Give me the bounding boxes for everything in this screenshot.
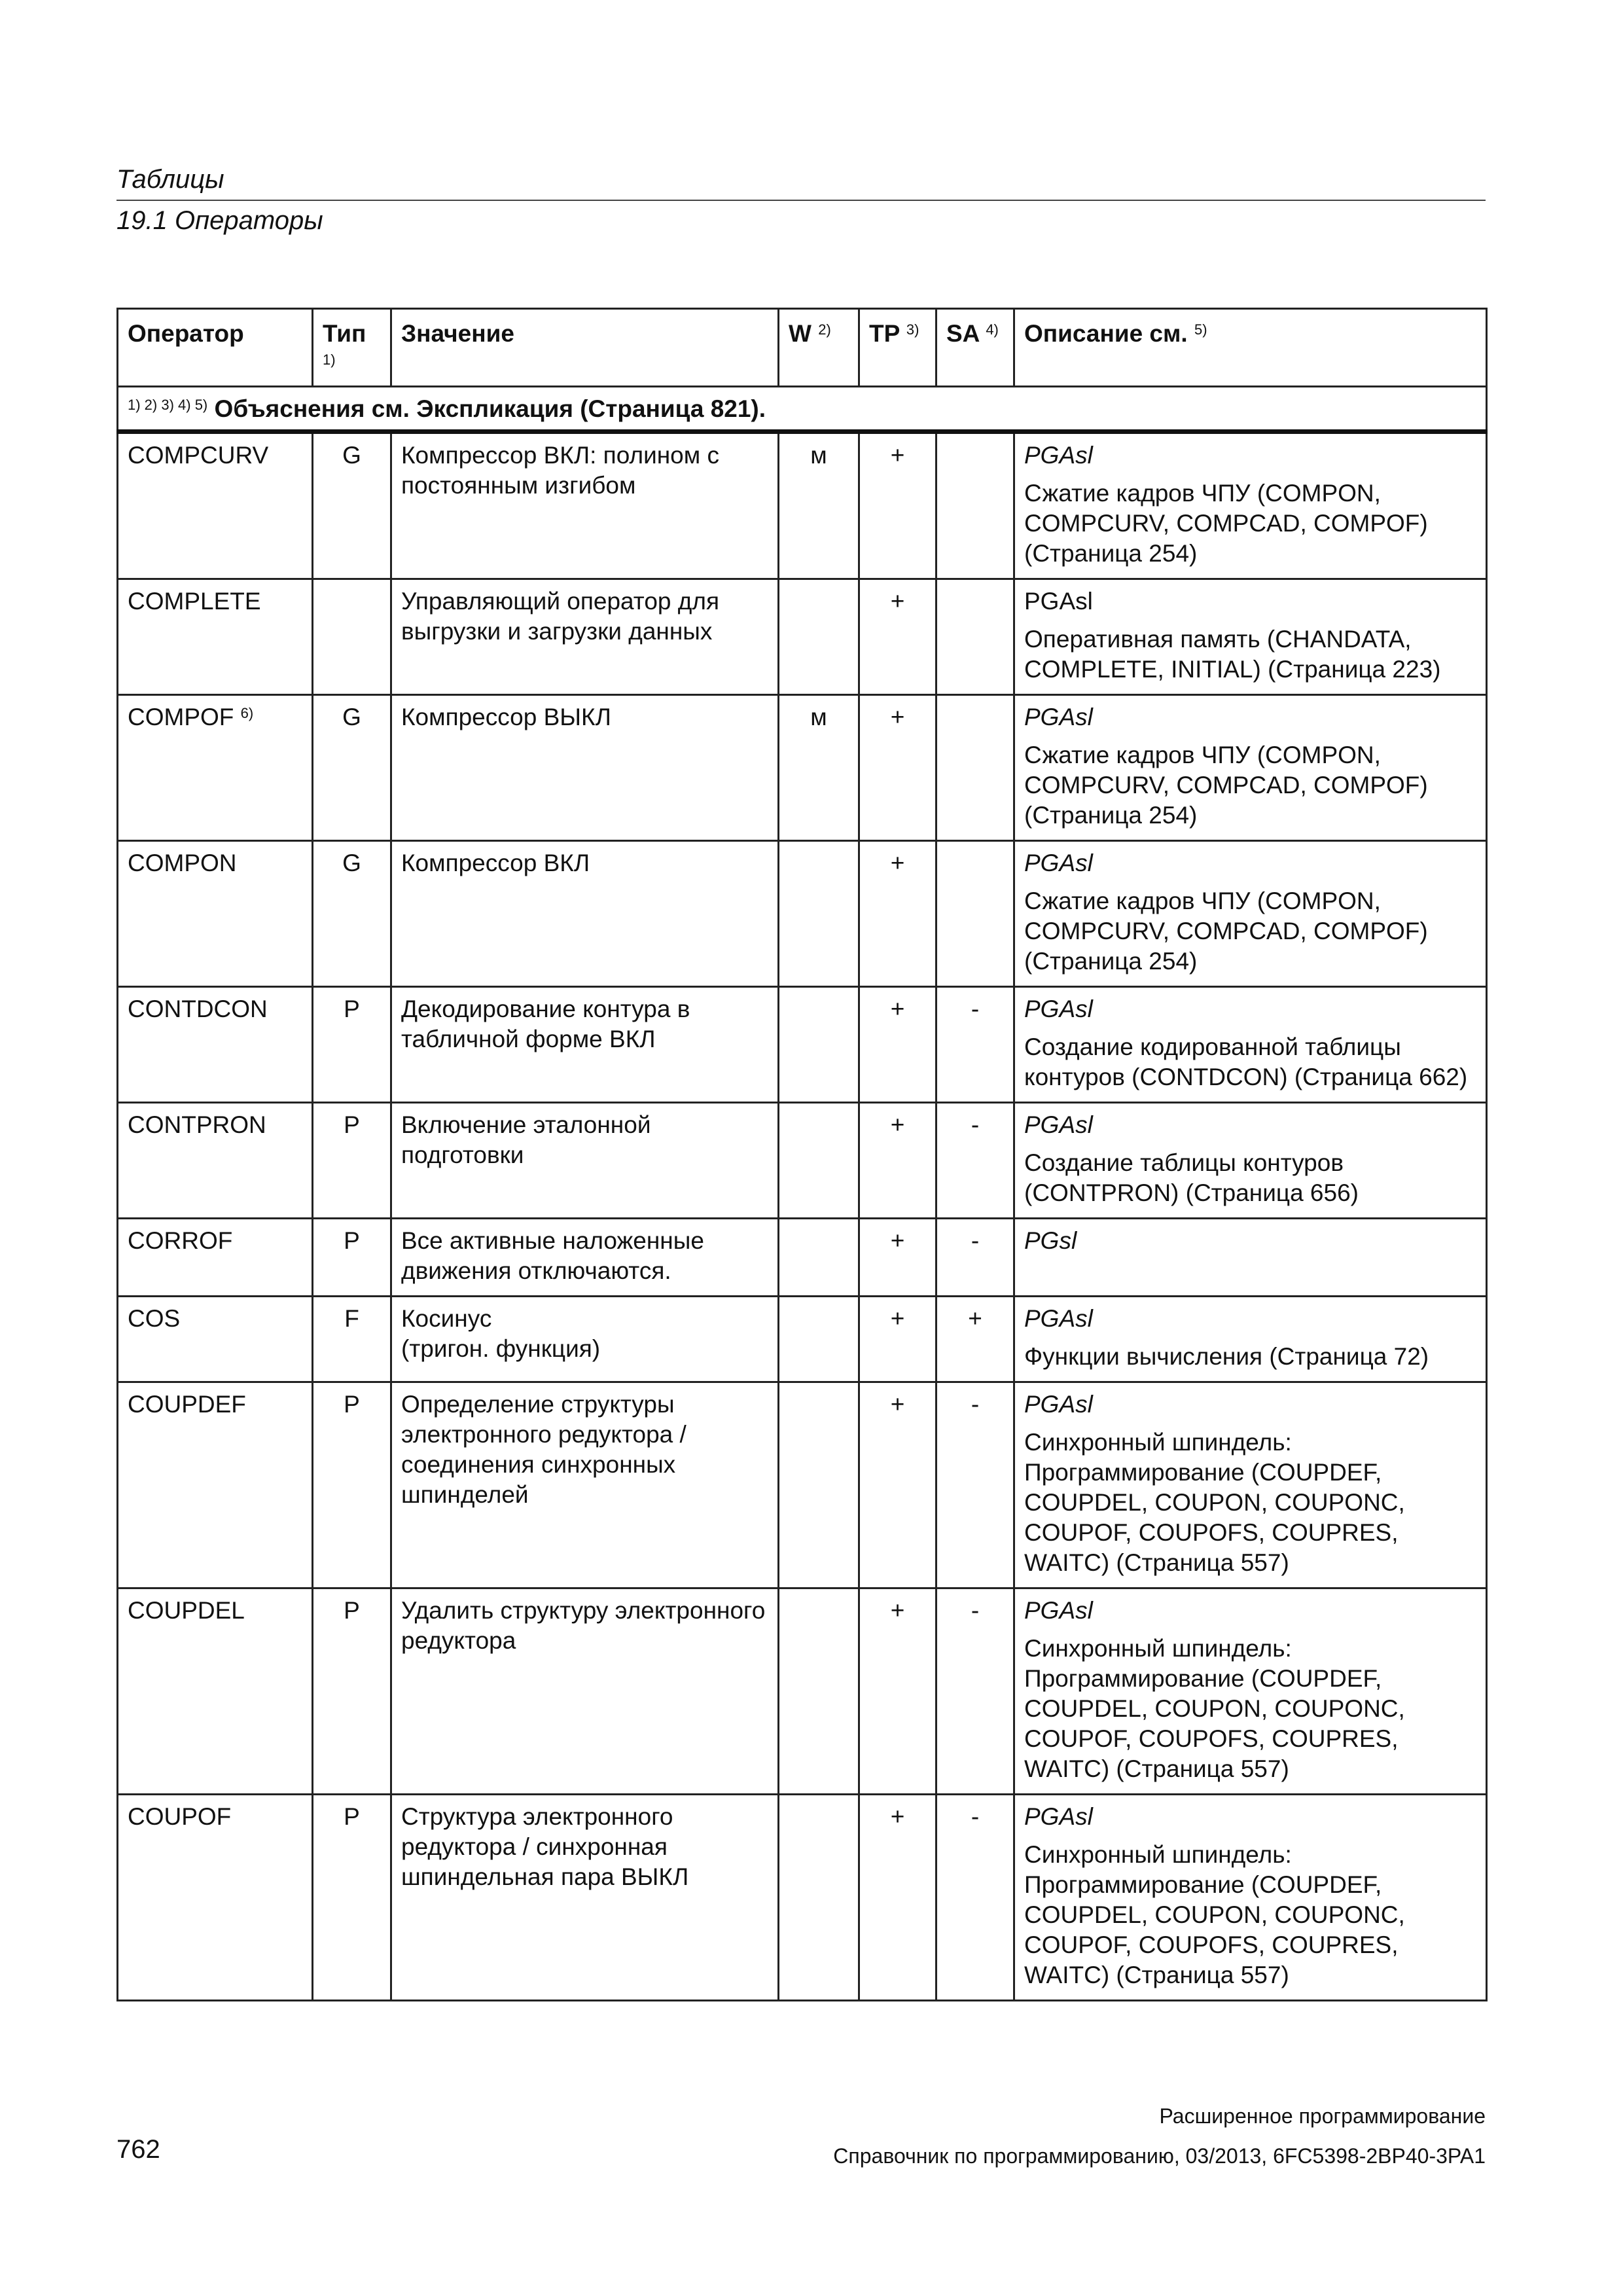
availability-code: PGAsl	[1024, 442, 1093, 469]
w-cell	[779, 1382, 859, 1588]
w-cell	[779, 1795, 859, 2001]
w-cell	[779, 987, 859, 1103]
meaning-cell: Определение структуры электронного редуктора / соединения синхронных шпинделей	[391, 1382, 779, 1588]
header-rule	[116, 200, 1486, 201]
w-cell	[779, 1297, 859, 1382]
w-cell: м	[779, 695, 859, 841]
sa-cell: -	[936, 1382, 1014, 1588]
type-cell: F	[313, 1297, 391, 1382]
type-cell: P	[313, 1795, 391, 2001]
operator-cell: CONTDCON	[118, 987, 313, 1103]
type-cell: G	[313, 432, 391, 579]
col-meaning: Значение	[391, 309, 779, 387]
table-row	[118, 987, 1487, 1103]
tp-cell: +	[859, 1103, 936, 1219]
operator-cell: COUPDEF	[118, 1382, 313, 1588]
reference-link: Сжатие кадров ЧПУ (COMPON, COMPCURV, COMPCAD, COMPOF) (Страница 254)	[1024, 742, 1428, 829]
description-cell	[1014, 1382, 1487, 1588]
reference-link: Сжатие кадров ЧПУ (COMPON, COMPCURV, COMPCAD, COMPOF) (Страница 254)	[1024, 888, 1428, 975]
col-desc: Описание см. $^{5)}$	[1014, 309, 1487, 387]
operator-cell: CORROF	[118, 1219, 313, 1297]
sa-cell: -	[936, 1795, 1014, 2001]
description-cell	[1014, 1103, 1487, 1219]
col-sa: SA $^{4)}$	[936, 309, 1014, 387]
tp-cell: +	[859, 1588, 936, 1795]
tp-cell: +	[859, 695, 936, 841]
table-row	[118, 1297, 1487, 1382]
availability-code: PGAsl	[1024, 1803, 1093, 1830]
description-cell	[1014, 579, 1487, 695]
sa-cell: +	[936, 1297, 1014, 1382]
w-cell	[779, 1588, 859, 1795]
w-cell	[779, 841, 859, 987]
reference-link: Синхронный шпиндель: Программирование (COUPDEF, COUPDEL, COUPON, COUPONC, COUPOF, COUPOFS, COUPRES, WAITC) (Страница 557)	[1024, 1841, 1405, 1988]
operator-cell: COUPDEL	[118, 1588, 313, 1795]
availability-code: PGsl	[1024, 1227, 1077, 1254]
table-header-row	[118, 309, 1487, 387]
tp-cell: +	[859, 579, 936, 695]
reference-link: Функции вычисления (Страница 72)	[1024, 1343, 1429, 1370]
sa-cell	[936, 841, 1014, 987]
w-cell	[779, 1103, 859, 1219]
table-row	[118, 1588, 1487, 1795]
description-cell	[1014, 1297, 1487, 1382]
tp-cell: +	[859, 432, 936, 579]
type-cell: P	[313, 987, 391, 1103]
reference-link: Создание таблицы контуров (CONTPRON) (Страница 656)	[1024, 1149, 1359, 1206]
operator-cell: COMPOF $^{6)}$	[118, 695, 313, 841]
description-cell	[1014, 432, 1487, 579]
type-cell: G	[313, 841, 391, 987]
sa-cell: -	[936, 1103, 1014, 1219]
description-cell	[1014, 987, 1487, 1103]
availability-code: PGAsl	[1024, 1597, 1093, 1624]
type-cell: G	[313, 695, 391, 841]
type-cell: P	[313, 1219, 391, 1297]
operator-cell: CONTPRON	[118, 1103, 313, 1219]
col-operator: Оператор	[118, 309, 313, 387]
description-cell	[1014, 1795, 1487, 2001]
operator-footnote: 6)	[240, 705, 254, 721]
table-body	[118, 432, 1487, 2001]
sa-cell: -	[936, 1588, 1014, 1795]
meaning-cell: Управляющий оператор для выгрузки и загрузки данных	[391, 579, 779, 695]
sa-cell	[936, 695, 1014, 841]
table-row	[118, 579, 1487, 695]
type-cell	[313, 579, 391, 695]
availability-code: PGAsl	[1024, 588, 1093, 615]
sa-cell	[936, 432, 1014, 579]
footer-book-title: Расширенное программирование	[1159, 2104, 1486, 2128]
table-row	[118, 1795, 1487, 2001]
table-row	[118, 1382, 1487, 1588]
description-cell	[1014, 1588, 1487, 1795]
operator-cell: COMPCURV	[118, 432, 313, 579]
operator-cell: COMPON	[118, 841, 313, 987]
availability-code: PGAsl	[1024, 1305, 1093, 1332]
sa-cell	[936, 579, 1014, 695]
w-cell	[779, 1219, 859, 1297]
reference-link: Сжатие кадров ЧПУ (COMPON, COMPCURV, COMPCAD, COMPOF) (Страница 254)	[1024, 480, 1428, 567]
availability-code: PGAsl	[1024, 704, 1093, 730]
table-row	[118, 1219, 1487, 1297]
reference-link: Создание кодированной таблицы контуров (CONTDCON) (Страница 662)	[1024, 1033, 1468, 1090]
availability-code: PGAsl	[1024, 850, 1093, 876]
page-number: 762	[116, 2135, 160, 2164]
tp-cell: +	[859, 987, 936, 1103]
table-row	[118, 1103, 1487, 1219]
meaning-cell: Структура электронного редуктора / синхронная шпиндельная пара ВЫКЛ	[391, 1795, 779, 2001]
reference-link: Синхронный шпиндель: Программирование (COUPDEF, COUPDEL, COUPON, COUPONC, COUPOF, COUPOFS, COUPRES, WAITC) (Страница 557)	[1024, 1429, 1405, 1576]
type-cell: P	[313, 1588, 391, 1795]
table-row	[118, 841, 1487, 987]
availability-code: PGAsl	[1024, 996, 1093, 1022]
availability-code: PGAsl	[1024, 1391, 1093, 1418]
col-w: W $^{2)}$	[779, 309, 859, 387]
table-note-row	[118, 387, 1487, 432]
col-tp: TP $^{3)}$	[859, 309, 936, 387]
sa-cell: -	[936, 1219, 1014, 1297]
meaning-cell: Декодирование контура в табличной форме ВКЛ	[391, 987, 779, 1103]
meaning-cell: Компрессор ВКЛ: полином с постоянным изгибом	[391, 432, 779, 579]
operator-cell: COMPLETE	[118, 579, 313, 695]
type-cell: P	[313, 1103, 391, 1219]
reference-link: Синхронный шпиндель: Программирование (COUPDEF, COUPDEL, COUPON, COUPONC, COUPOF, COUPOFS, COUPRES, WAITC) (Страница 557)	[1024, 1635, 1405, 1782]
table-row	[118, 432, 1487, 579]
tp-cell: +	[859, 841, 936, 987]
operator-cell: COS	[118, 1297, 313, 1382]
w-cell: м	[779, 432, 859, 579]
tp-cell: +	[859, 1382, 936, 1588]
operators-table	[116, 308, 1488, 2001]
sa-cell: -	[936, 987, 1014, 1103]
availability-code: PGAsl	[1024, 1111, 1093, 1138]
tp-cell: +	[859, 1219, 936, 1297]
meaning-cell: Удалить структуру электронного редуктора	[391, 1588, 779, 1795]
reference-link: Оперативная память (CHANDATA, COMPLETE, INITIAL) (Страница 223)	[1024, 626, 1441, 683]
tp-cell: +	[859, 1297, 936, 1382]
operator-cell: COUPOF	[118, 1795, 313, 2001]
w-cell	[779, 579, 859, 695]
meaning-cell: Включение эталонной подготовки	[391, 1103, 779, 1219]
footer-book-ref: Справочник по программированию, 03/2013, 6FC5398-2BP40-3PA1	[833, 2144, 1486, 2168]
description-cell	[1014, 1219, 1487, 1297]
chapter-title: Таблицы	[116, 165, 224, 194]
description-cell	[1014, 695, 1487, 841]
type-cell: P	[313, 1382, 391, 1588]
meaning-cell: Компрессор ВЫКЛ	[391, 695, 779, 841]
meaning-cell: Косинус (тригон. функция)	[391, 1297, 779, 1382]
section-title: 19.1 Операторы	[116, 206, 323, 235]
col-type: Тип $^{1)}$	[313, 309, 391, 387]
table-note: $^{1) 2) 3) 4) 5)}$ Объяснения см. Экспликация (Страница 821).	[118, 387, 1487, 432]
tp-cell: +	[859, 1795, 936, 2001]
meaning-cell: Все активные наложенные движения отключаются.	[391, 1219, 779, 1297]
table-row	[118, 695, 1487, 841]
meaning-cell: Компрессор ВКЛ	[391, 841, 779, 987]
description-cell	[1014, 841, 1487, 987]
